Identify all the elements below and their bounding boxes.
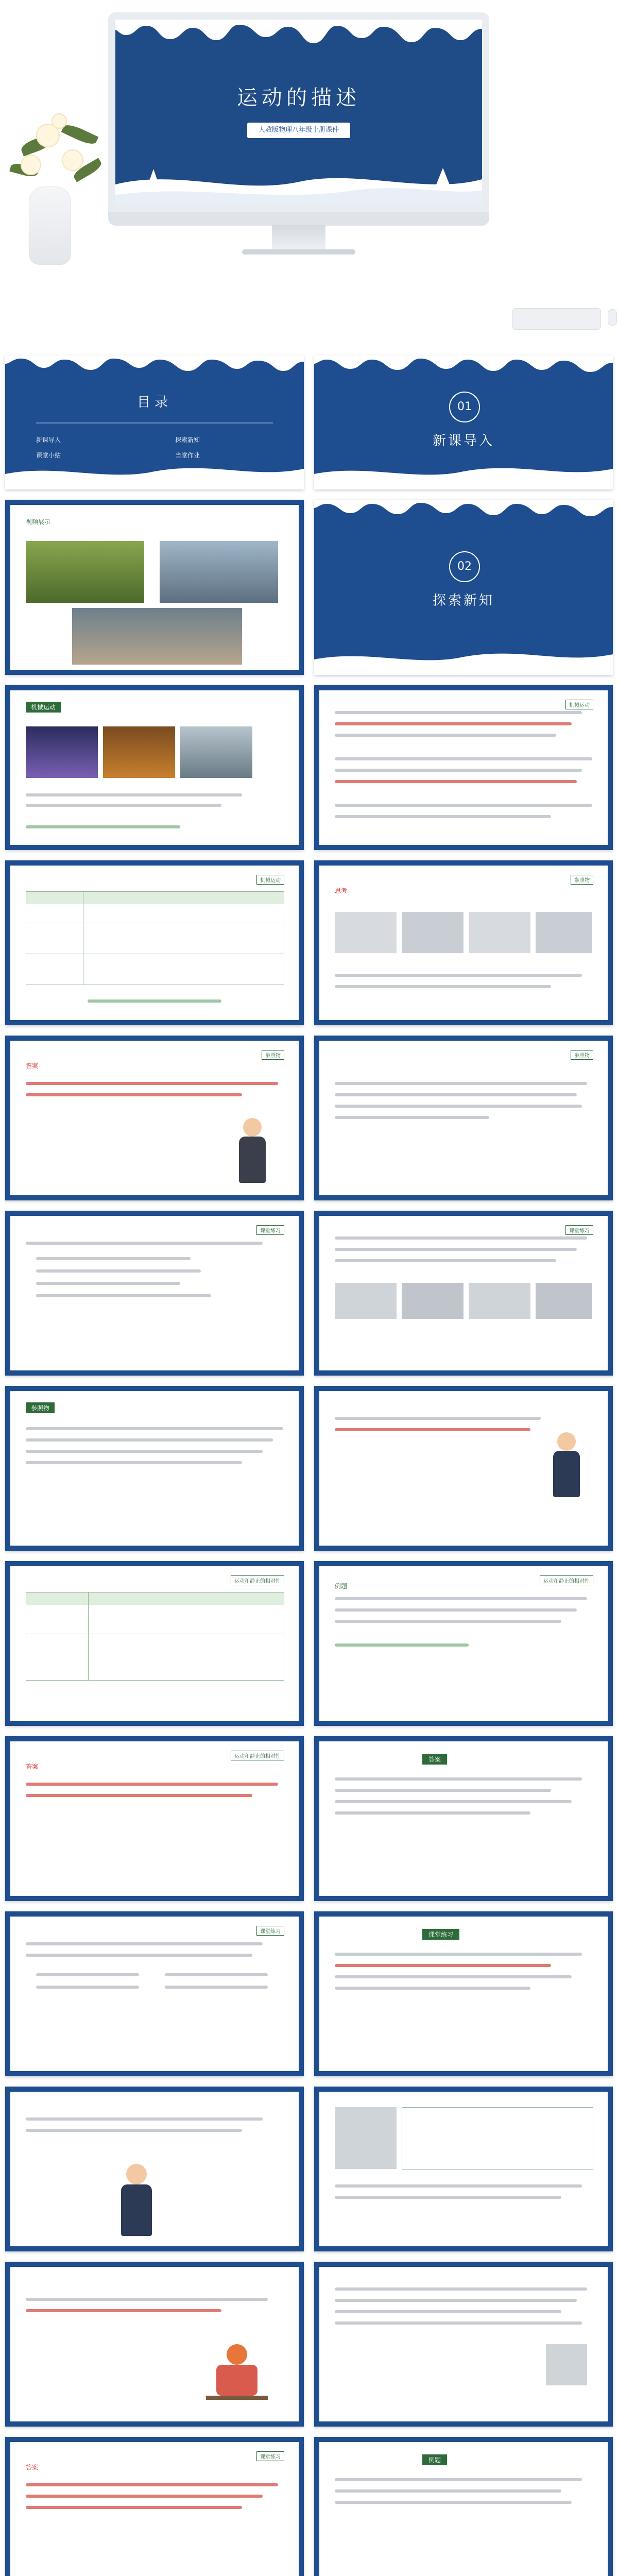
cover-slide: [115, 20, 482, 205]
page-tag: 运动和静止的相对性: [231, 1751, 284, 1760]
content-slide: [314, 685, 613, 850]
figure-c: [469, 912, 530, 953]
traffic-photo: [72, 608, 242, 665]
content-slide: [5, 1211, 304, 1376]
content-slide: [314, 860, 613, 1025]
content-slide: [314, 1736, 613, 1901]
section-number: 02: [449, 551, 480, 582]
page-tag: 课堂练习: [256, 1225, 284, 1235]
content-slide: [5, 1911, 304, 2076]
content-slide: [5, 2262, 304, 2427]
cheetah-photo: [26, 541, 144, 603]
page-tag: 运动和静止的相对性: [540, 1575, 593, 1585]
content-slide: [314, 1036, 613, 1200]
figure-d: [536, 912, 592, 953]
teacher-illustration: [232, 1118, 273, 1185]
car-photo: [180, 726, 252, 778]
toc-title: 目录: [136, 395, 172, 410]
section-02-slide: [314, 500, 613, 675]
content-slide: [5, 860, 304, 1025]
content-slide: [314, 1561, 613, 1726]
hero-mockup: [0, 0, 618, 350]
toc-item-1[interactable]: 新课导入: [36, 436, 61, 444]
content-slide: [5, 2437, 304, 2576]
teacher-illustration: [546, 1432, 587, 1499]
answer-label: 答案: [26, 1763, 39, 1770]
section-title: 探索新知: [432, 593, 494, 608]
content-slide: [5, 1736, 304, 1901]
page-tag: 机械运动: [256, 875, 284, 885]
section-01-slide: [314, 355, 613, 489]
toc-item-2[interactable]: 探索新知: [175, 436, 200, 444]
example-banner: 例题: [422, 2454, 447, 2465]
content-slide: [314, 1211, 613, 1376]
content-slide: [314, 2262, 613, 2427]
answer-label: 答案: [26, 2464, 39, 2471]
table: [26, 891, 284, 985]
think-label: 思考: [335, 887, 348, 894]
monitor: [108, 12, 489, 255]
content-slide: [5, 2087, 304, 2251]
knowledge-tag: 参照物: [26, 1402, 55, 1413]
toc-item-3[interactable]: 课堂小结: [36, 452, 61, 459]
example-label: 例题: [335, 1583, 348, 1590]
page-tag: 参照物: [571, 875, 593, 885]
figure-b: [402, 912, 464, 953]
page-tag: 机械运动: [565, 700, 593, 709]
content-slide: [314, 2437, 613, 2576]
content-slide: [5, 1386, 304, 1551]
content-slide: [5, 1036, 304, 1200]
teacher-illustration: [113, 2164, 160, 2241]
section-number: 01: [449, 392, 480, 422]
content-slide: [314, 1911, 613, 2076]
content-slide: [5, 1561, 304, 1726]
intro-photos-slide: [5, 500, 304, 675]
page-tag: 参照物: [262, 1050, 284, 1060]
section-title: 新课导入: [432, 433, 494, 449]
content-slide: [5, 685, 304, 850]
page-tag: 课堂练习: [256, 1926, 284, 1936]
student-illustration: [206, 2344, 278, 2416]
keyboard: [512, 308, 601, 330]
knowledge-tag: 机械运动: [26, 702, 61, 713]
practice-banner: 课堂练习: [422, 1929, 459, 1940]
page-tag: 运动和静止的相对性: [231, 1575, 284, 1585]
toc-item-4[interactable]: 当堂作业: [175, 452, 200, 459]
molecule-photo: [103, 726, 175, 778]
space-photo: [26, 726, 98, 778]
content-slide: [314, 1386, 613, 1551]
train-photo: [160, 541, 278, 603]
page-tag: 课堂练习: [565, 1225, 593, 1235]
mouse: [608, 309, 617, 326]
content-slide: [314, 2087, 613, 2251]
page-tag: 课堂练习: [256, 2451, 284, 2461]
vase: [29, 187, 71, 265]
answer-banner: 答案: [422, 1754, 447, 1765]
cover-title: 运动的描述: [237, 86, 360, 110]
intro-caption: 视频展示: [26, 518, 51, 526]
page-tag: 参照物: [571, 1050, 593, 1060]
table: [26, 1592, 284, 1681]
toc-slide: [5, 355, 304, 489]
figure-a: [335, 912, 397, 953]
cover-subtitle: 人教版物理八年级上册课件: [247, 123, 350, 138]
answer-label: 答案: [26, 1062, 39, 1070]
